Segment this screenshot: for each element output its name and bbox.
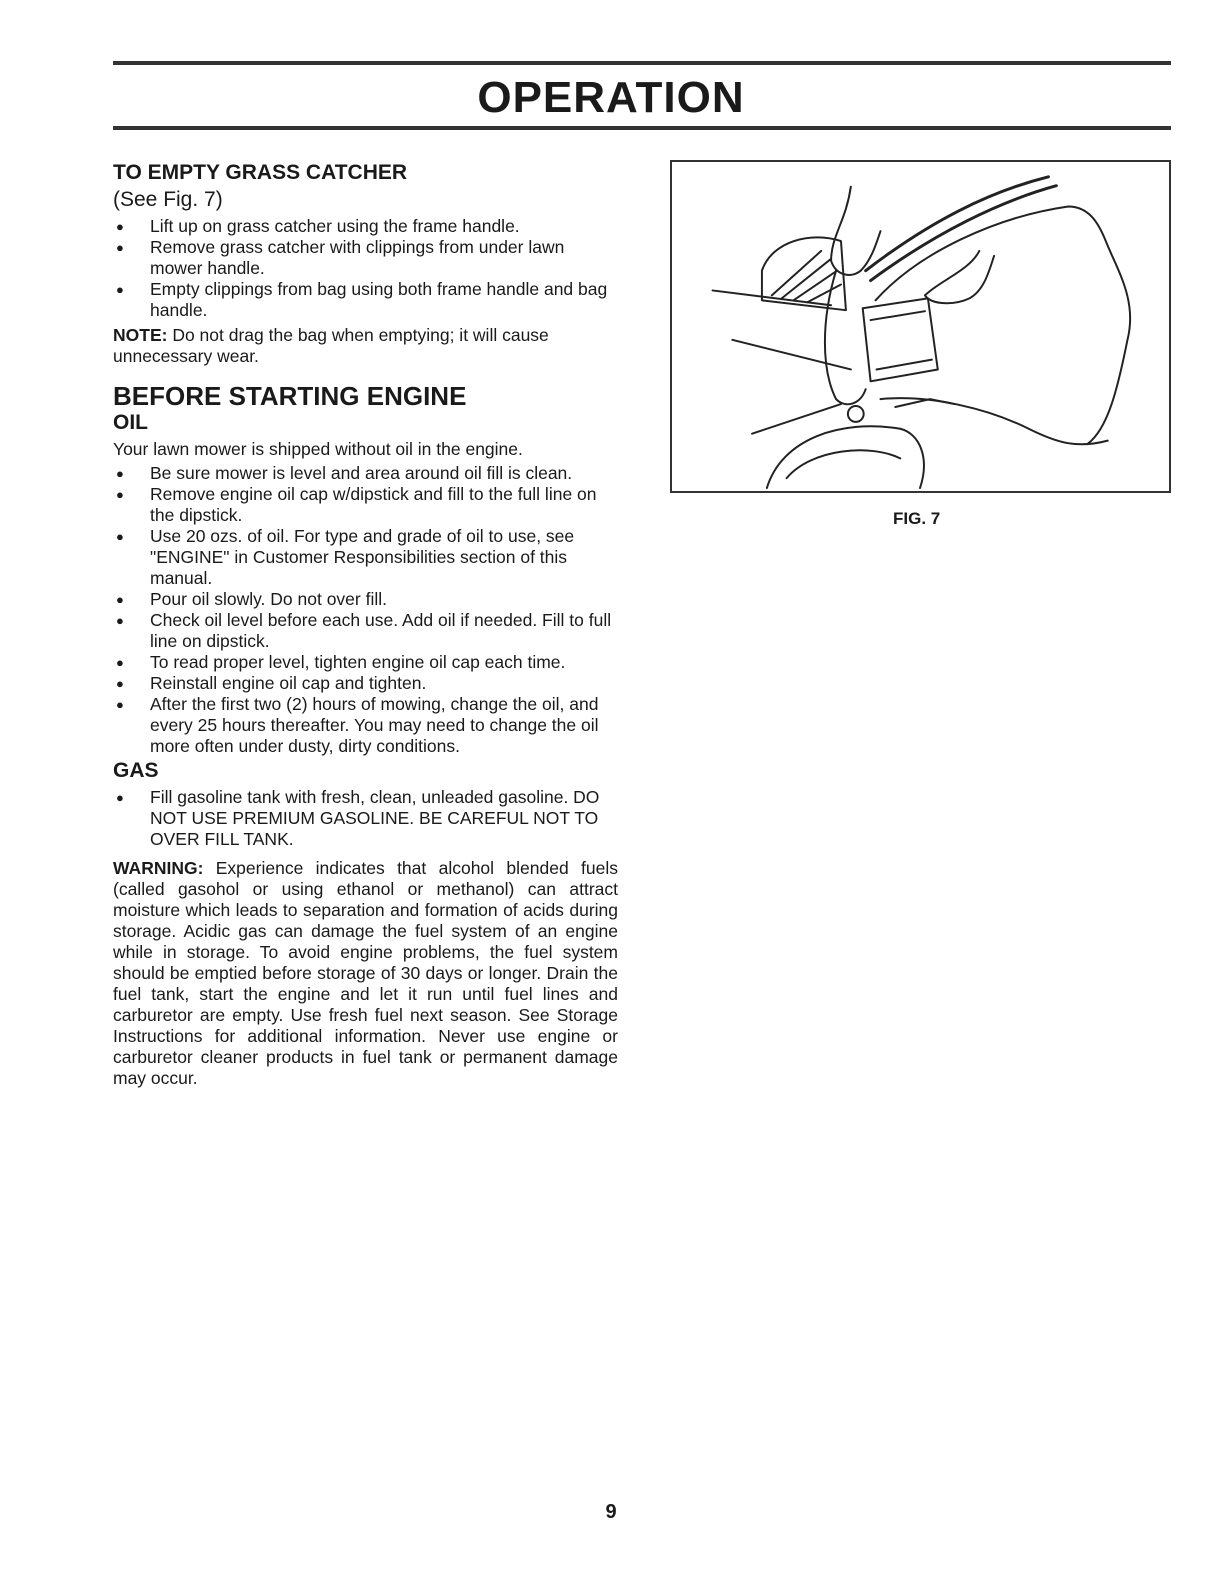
handle-bar-lower — [871, 186, 1057, 281]
bullet-icon: ● — [116, 655, 124, 670]
header-rule-top — [113, 61, 1171, 65]
wheel-outline — [767, 426, 924, 488]
grass-catcher-section — [113, 160, 618, 367]
note-label: NOTE: — [113, 325, 168, 345]
warning-paragraph — [113, 858, 618, 1089]
handle-bar-upper — [866, 177, 1049, 271]
figure-caption: FIG. 7 — [893, 509, 941, 528]
figure-7 — [670, 160, 1171, 493]
list-item: ● Pour oil slowly. Do not over fill. — [116, 589, 387, 609]
header-rule-bottom — [113, 126, 1171, 130]
bullet-icon: ● — [116, 219, 124, 234]
bullet-icon: ● — [116, 529, 124, 544]
bullet-icon: ● — [116, 790, 124, 805]
oil-steps — [113, 463, 618, 757]
bullet-icon: ● — [116, 697, 124, 712]
list-item: ● Check oil level before each use. Add oil if needed. Fill to full line on dipstick. — [116, 610, 612, 651]
bullet-icon: ● — [116, 613, 124, 628]
bullet-icon: ● — [116, 676, 124, 691]
warning-text: Experience indicates that alcohol blended fuels (called gasohol or using ethanol or methanol) can attract moisture which leads to separation and formation of acids during storage. Acidic gas can damage the fuel system of an engine while in storage. To avoid engine problems, the fuel system should be emptied before storage of 30 days or longer. Drain the fuel tank, start the engine and let it run until fuel lines and carburetor are empty. Use fresh fuel next season. See Storage Instructions for additional information. Never use engine or carburetor cleaner products in fuel tank or permanent damage may occur. — [113, 858, 618, 1088]
bullet-icon: ● — [116, 240, 124, 255]
page-title: OPERATION — [477, 73, 745, 122]
note-text: Do not drag the bag when emptying; it will cause unnecessary wear. — [113, 325, 549, 366]
list-item: ● Remove grass catcher with clippings from under lawn mower handle. — [116, 237, 565, 278]
list-item: ● Be sure mower is level and area around oil fill is clean. — [116, 463, 573, 483]
warning-label: WARNING: — [113, 858, 204, 878]
wheel-inner — [787, 450, 901, 478]
grass-arrow — [895, 399, 954, 407]
list-item: ● To read proper level, tighten engine oil cap each time. — [116, 652, 566, 672]
before-starting-heading: BEFORE STARTING ENGINE — [113, 381, 467, 411]
oil-intro: Your lawn mower is shipped without oil in the engine. — [113, 439, 523, 459]
left-hand — [831, 187, 880, 275]
page-number: 9 — [605, 1501, 617, 1523]
oil-heading: OIL — [113, 411, 148, 434]
bullet-icon: ● — [116, 282, 124, 297]
before-starting-section — [113, 381, 618, 1089]
frame-handle-bars — [871, 311, 932, 369]
grass-catcher-illustration — [672, 162, 1169, 491]
list-item: ● Use 20 ozs. of oil. For type and grade of oil to use, see "ENGINE" in Customer Responsibilities section of this manual. — [116, 526, 575, 588]
list-item: ● Empty clippings from bag using both frame handle and bag handle. — [116, 279, 608, 320]
list-item: ● Reinstall engine oil cap and tighten. — [116, 673, 427, 693]
catcher-bag-top — [876, 206, 1131, 443]
grass-catcher-heading: TO EMPTY GRASS CATCHER — [113, 161, 408, 184]
frame-handle — [863, 298, 938, 381]
bullet-icon: ● — [116, 592, 124, 607]
gas-steps — [113, 787, 618, 850]
list-item: ● After the first two (2) hours of mowing, change the oil, and every 25 hours thereafter. You may need to change the oil more often under dusty, dirty conditions. — [116, 694, 599, 756]
right-hand — [925, 251, 994, 303]
left-column — [113, 160, 618, 1089]
list-item: ● Remove engine oil cap w/dipstick and fill to the full line on the dipstick. — [116, 484, 597, 525]
list-item: ● Fill gasoline tank with fresh, clean, unleaded gasoline. DO NOT USE PREMIUM GASOLINE. BE CAREFUL NOT TO OVER FILL TANK. — [116, 787, 600, 849]
list-item: ● Lift up on grass catcher using the frame handle. — [116, 216, 520, 236]
grass-catcher-subheading: (See Fig. 7) — [113, 188, 223, 211]
bolt — [848, 406, 864, 422]
gas-heading: GAS — [113, 759, 159, 782]
bullet-icon: ● — [116, 466, 124, 481]
grass-catcher-steps — [113, 216, 618, 321]
bullet-icon: ● — [116, 487, 124, 502]
deck-lines — [713, 290, 851, 433]
note-paragraph — [113, 325, 618, 367]
